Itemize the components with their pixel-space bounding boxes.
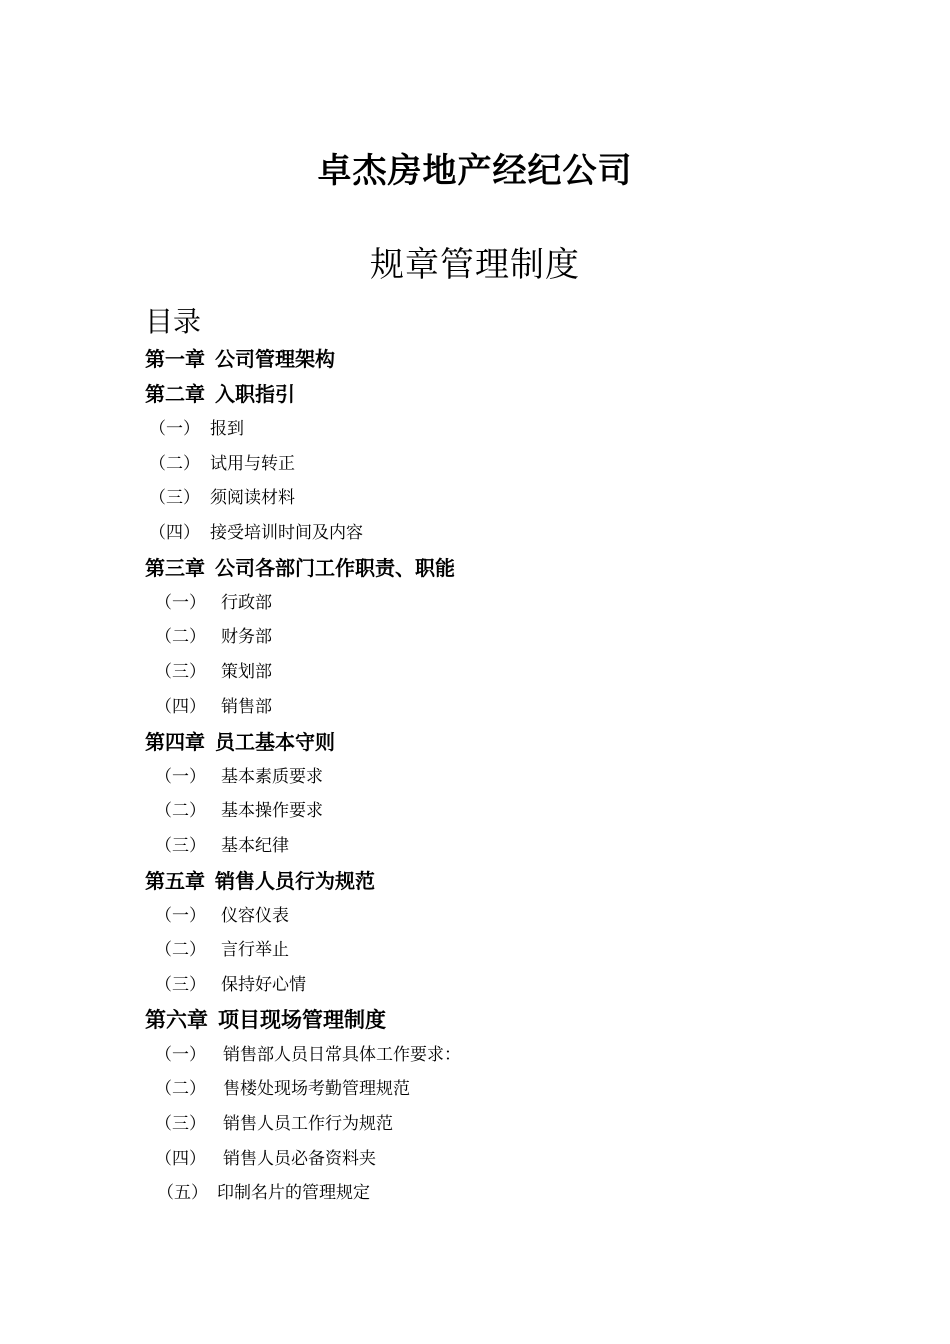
chapter-title: 销售人员行为规范 — [215, 868, 375, 893]
section-number: （三） — [155, 974, 206, 995]
toc-section — [145, 655, 845, 690]
chapter-title: 公司各部门工作职责、职能 — [215, 555, 455, 580]
section-number: （一） — [155, 1044, 206, 1065]
document-title: 规章管理制度 — [370, 245, 580, 285]
section-title: 接受培训时间及内容 — [210, 523, 363, 544]
toc-section — [145, 1176, 845, 1211]
toc-section — [145, 829, 845, 864]
section-number: （五） — [157, 1183, 208, 1204]
section-title: 保持好心情 — [221, 974, 306, 995]
section-number: （二） — [149, 453, 200, 474]
toc-chapter — [145, 1003, 845, 1038]
toc-chapter — [145, 864, 845, 899]
section-number: （二） — [155, 940, 206, 961]
toc-section — [145, 1072, 845, 1107]
toc-section — [145, 1107, 845, 1142]
section-title: 售楼处现场考勤管理规范 — [223, 1079, 410, 1100]
toc-section — [145, 1142, 845, 1177]
toc-chapter — [145, 377, 845, 412]
chapter-number: 第四章 — [145, 729, 205, 754]
section-number: （四） — [155, 1148, 206, 1169]
toc-section — [145, 933, 845, 968]
toc-chapter — [145, 342, 845, 377]
toc-section — [145, 481, 845, 516]
chapter-title: 入职指引 — [215, 382, 295, 406]
section-number: （四） — [155, 696, 206, 717]
section-title: 基本操作要求 — [221, 801, 323, 822]
section-number: （三） — [155, 662, 206, 683]
section-number: （三） — [149, 488, 200, 509]
toc-section — [145, 586, 845, 621]
toc-chapter — [145, 725, 845, 760]
chapter-number: 第六章 — [145, 1007, 208, 1032]
toc-section — [145, 447, 845, 482]
toc-section — [145, 620, 845, 655]
section-title: 策划部 — [221, 662, 272, 683]
section-title: 销售部人员日常具体工作要求： — [223, 1044, 461, 1065]
chapter-title: 员工基本守则 — [215, 729, 335, 754]
section-title: 言行举止 — [221, 940, 289, 961]
section-title: 印制名片的管理规定 — [217, 1183, 370, 1204]
section-number: （二） — [155, 801, 206, 822]
toc-section — [145, 690, 845, 725]
section-title: 行政部 — [221, 592, 272, 613]
section-number: （一） — [155, 766, 206, 787]
company-title: 卓杰房地产经纪公司 — [317, 151, 633, 191]
toc-section — [145, 412, 845, 447]
section-number: （二） — [155, 1079, 206, 1100]
chapter-number: 第二章 — [145, 382, 205, 406]
toc-chapter — [145, 551, 845, 586]
toc-section — [145, 1038, 845, 1073]
toc-heading: 目录 — [145, 305, 202, 338]
chapter-title: 公司管理架构 — [215, 347, 335, 371]
chapter-number: 第五章 — [145, 868, 205, 893]
chapter-title: 项目现场管理制度 — [218, 1007, 386, 1032]
chapter-number: 第三章 — [145, 555, 205, 580]
chapter-number: 第一章 — [145, 347, 205, 371]
section-title: 须阅读材料 — [210, 488, 295, 509]
toc-section — [145, 899, 845, 934]
section-number: （三） — [155, 835, 206, 856]
section-title: 试用与转正 — [210, 453, 295, 474]
section-title: 基本纪律 — [221, 835, 289, 856]
section-number: （一） — [155, 592, 206, 613]
section-title: 仪容仪表 — [221, 905, 289, 926]
section-number: （二） — [155, 627, 206, 648]
toc-section — [145, 760, 845, 795]
toc-section — [145, 516, 845, 551]
section-number: （三） — [155, 1114, 206, 1134]
toc-section — [145, 968, 845, 1003]
section-title: 销售人员工作行为规范 — [223, 1114, 393, 1134]
section-number: （一） — [155, 905, 206, 926]
section-number: （一） — [149, 419, 200, 439]
toc-section — [145, 794, 845, 829]
section-title: 报到 — [210, 419, 244, 439]
section-title: 销售部 — [221, 696, 272, 717]
section-title: 财务部 — [221, 627, 272, 648]
section-title: 销售人员必备资料夹 — [223, 1148, 376, 1169]
section-title: 基本素质要求 — [221, 766, 323, 787]
section-number: （四） — [149, 523, 200, 544]
table-of-contents — [145, 342, 845, 1211]
